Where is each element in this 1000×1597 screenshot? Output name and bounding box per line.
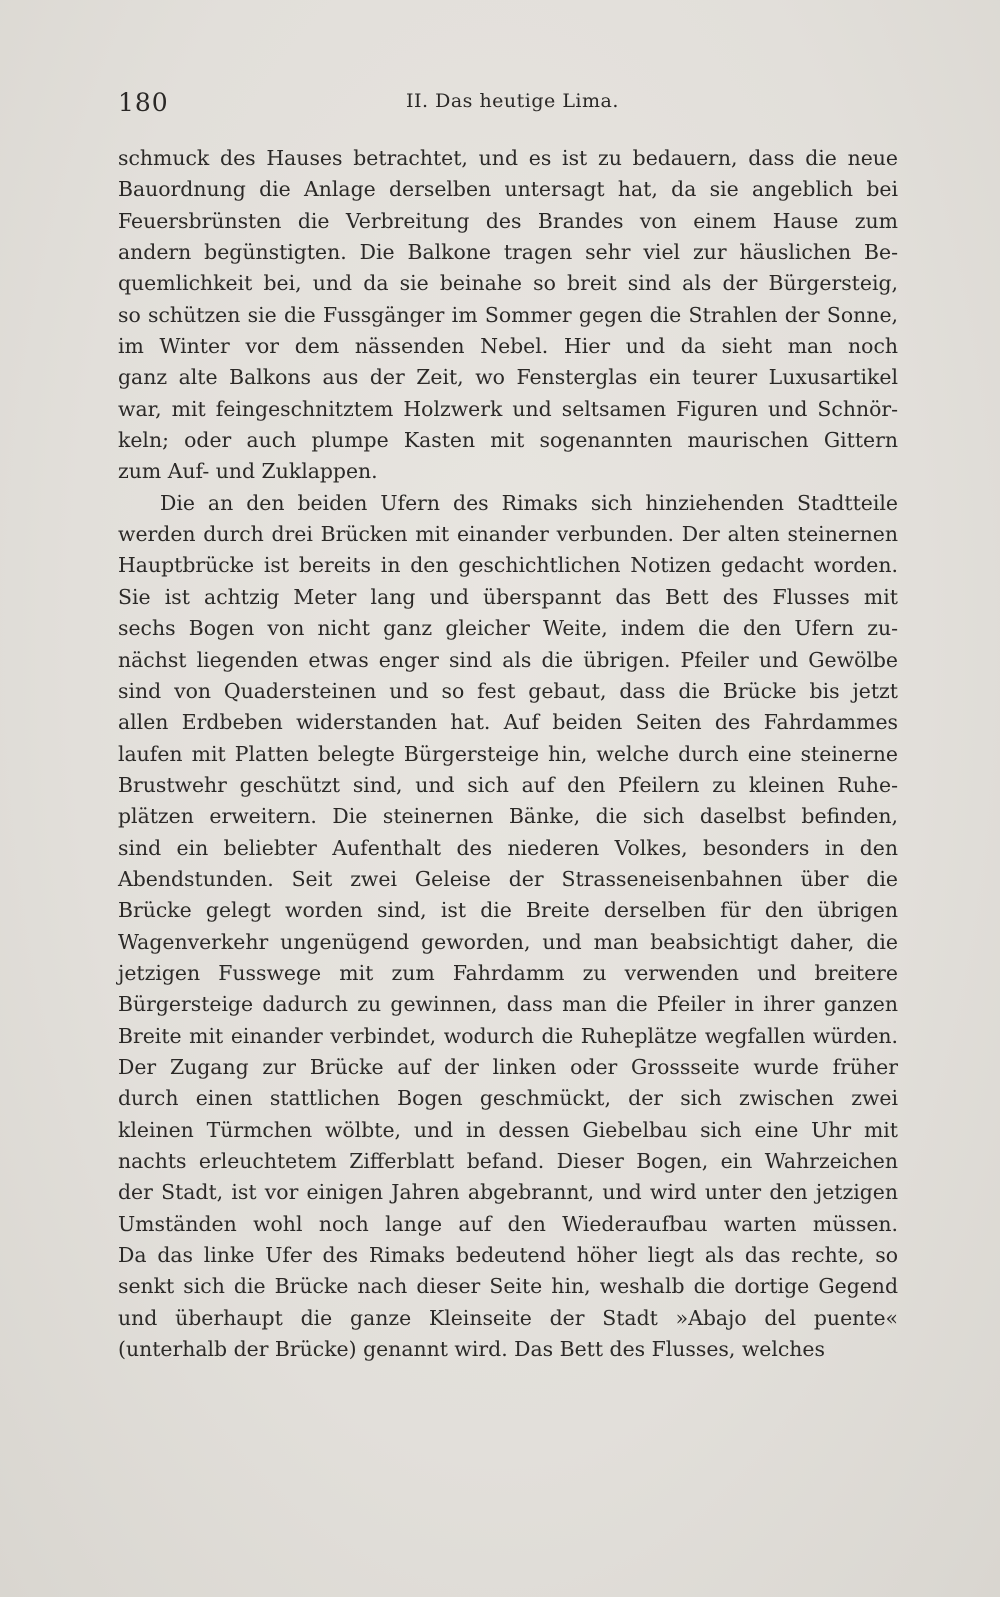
text-line: (unterhalb der Brücke) genannt wird. Das Bett des Flusses, welches: [118, 1337, 825, 1362]
text-line: Brustwehr geschützt sind, und sich auf den Pfeilern zu kleinen Ruhe-: [118, 772, 898, 797]
running-head: II. Das heutige Lima.: [406, 90, 619, 112]
text-line: der Stadt, ist vor einigen Jahren abgebrannt, und wird unter den jetzigen: [118, 1180, 898, 1205]
text-line: werden durch drei Brücken mit einander verbunden. Der alten steinernen: [118, 522, 898, 547]
text-line: andern begünstigten. Die Balkone tragen sehr viel zur häuslichen Be-: [118, 240, 898, 265]
text-line: Die an den beiden Ufern des Rimaks sich hinziehenden Stadtteile: [160, 490, 898, 515]
text-line: Bürgersteige dadurch zu gewinnen, dass man die Pfeiler in ihrer ganzen: [118, 992, 898, 1017]
text-line: Umständen wohl noch lange auf den Wiederaufbau warten müssen.: [118, 1211, 898, 1236]
text-line: ganz alte Balkons aus der Zeit, wo Fensterglas ein teurer Luxusartikel: [118, 365, 898, 390]
text-line: Hauptbrücke ist bereits in den geschichtlichen Notizen gedacht worden.: [118, 553, 898, 578]
text-line: quemlichkeit bei, und da sie beinahe so breit sind als der Bürgersteig,: [118, 271, 898, 296]
page-header: [118, 88, 898, 128]
text-line: Sie ist achtzig Meter lang und überspannt das Bett des Flusses mit: [118, 584, 898, 609]
text-line: nachts erleuchtetem Zifferblatt befand. Dieser Bogen, ein Wahrzeichen: [118, 1149, 898, 1173]
text-line: Der Zugang zur Brücke auf der linken oder Grossseite wurde früher: [118, 1054, 898, 1079]
text-line: sechs Bogen von nicht ganz gleicher Weite, indem die den Ufern zu-: [118, 616, 898, 641]
text-line: keln; oder auch plumpe Kasten mit sogenannten maurischen Gittern: [118, 428, 898, 453]
text-line: nächst liegenden etwas enger sind als die übrigen. Pfeiler und Gewölbe: [118, 647, 898, 672]
text-line: so schützen sie die Fussgänger im Sommer gegen die Strahlen der Sonne,: [118, 302, 898, 327]
text-line: sind von Quadersteinen und so fest gebaut, dass die Brücke bis jetzt: [118, 678, 898, 703]
text-line: Breite mit einander verbindet, wodurch die Ruheplätze wegfallen würden.: [118, 1023, 898, 1048]
text-line: laufen mit Platten belegte Bürgersteige hin, welche durch eine steinerne: [118, 741, 898, 766]
text-line: senkt sich die Brücke nach dieser Seite hin, weshalb die dortige Gegend: [118, 1274, 898, 1299]
paragraph: [118, 488, 898, 1366]
text-line: sind ein beliebter Aufenthalt des niederen Volkes, besonders in den: [118, 835, 898, 860]
text-line: war, mit feingeschnitztem Holzwerk und seltsamen Figuren und Schnör-: [118, 396, 898, 421]
text-line: Bauordnung die Anlage derselben untersagt hat, da sie angeblich bei: [118, 177, 898, 202]
text-line: und überhaupt die ganze Kleinseite der Stadt »Abajo del puente«: [118, 1305, 898, 1330]
text-line: zum Auf- und Zuklappen.: [118, 459, 378, 484]
body-text: [118, 143, 898, 1365]
text-line: im Winter vor dem nässenden Nebel. Hier und da sieht man noch: [118, 334, 898, 359]
text-line: Brücke gelegt worden sind, ist die Breite derselben für den übrigen: [118, 898, 898, 923]
text-line: durch einen stattlichen Bogen geschmückt, der sich zwischen zwei: [118, 1086, 898, 1111]
text-line: Wagenverkehr ungenügend geworden, und man beabsichtigt daher, die: [118, 929, 898, 954]
text-line: Abendstunden. Seit zwei Geleise der Strasseneisenbahnen über die: [118, 866, 898, 891]
text-line: Feuersbrünsten die Verbreitung des Brandes von einem Hause zum: [118, 208, 898, 233]
text-line: allen Erdbeben widerstanden hat. Auf beiden Seiten des Fahrdammes: [118, 710, 898, 735]
text-line: schmuck des Hauses betrachtet, und es ist zu bedauern, dass die neue: [118, 146, 898, 170]
page-number: 180: [118, 88, 169, 117]
text-line: plätzen erweitern. Die steinernen Bänke, die sich daselbst befinden,: [118, 804, 898, 829]
text-line: kleinen Türmchen wölbte, und in dessen Giebelbau sich eine Uhr mit: [118, 1117, 898, 1142]
text-line: Da das linke Ufer des Rimaks bedeutend höher liegt als das rechte, so: [118, 1243, 898, 1268]
paragraph: [118, 143, 898, 488]
text-line: jetzigen Fusswege mit zum Fahrdamm zu verwenden und breitere: [118, 960, 898, 985]
